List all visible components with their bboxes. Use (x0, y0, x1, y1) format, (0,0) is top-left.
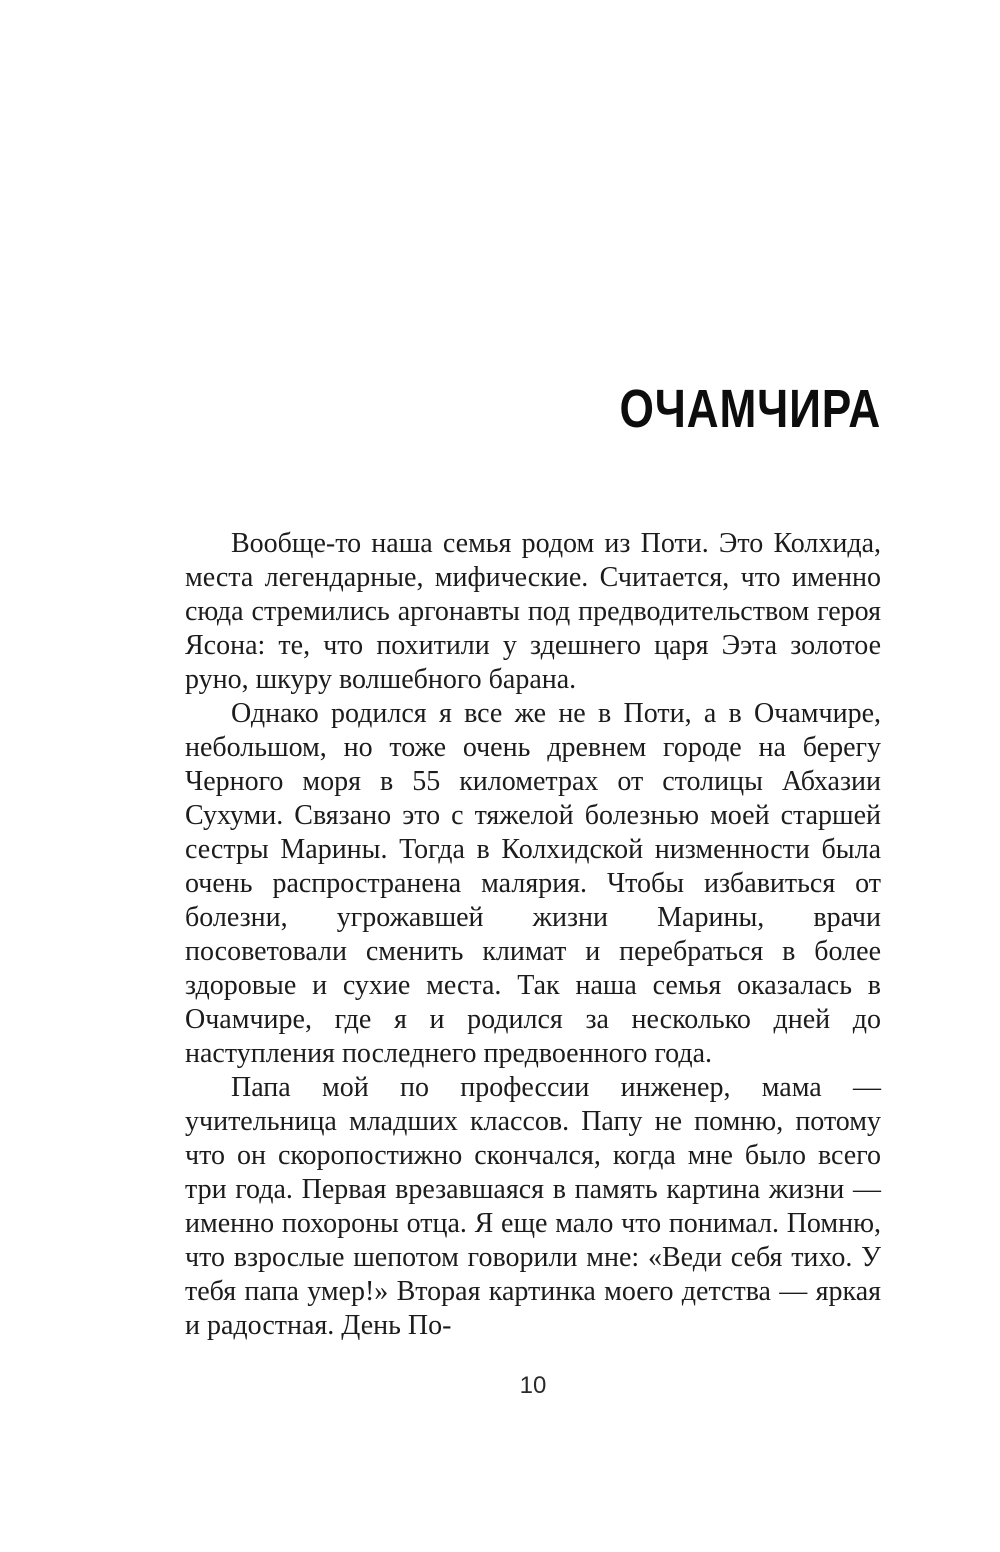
chapter-title: ОЧАМЧИРА (619, 379, 881, 439)
paragraph-3: Папа мой по профессии инженер, мама — учительница младших классов. Папу не помню, потому что он скоропостижно скончался, когда мне было всего три года. Первая врезавшаяся в память картина жизни — именно похороны отца. Я еще мало что понимал. Помню, что взрослые шепотом говорили мне: «Веди себя тихо. У тебя папа умер!» Вторая картинка моего детства — яркая и радостная. День По- (185, 1072, 881, 1341)
paragraph-1: Вообще-то наша семья родом из Поти. Это Колхида, места легендарные, мифические. Считается, что именно сюда стремились аргонавты под предводительством героя Ясона: те, что похитили у здешнего царя Ээта золотое руно, шкуру волшебного барана. (185, 528, 881, 695)
paragraph-2: Однако родился я все же не в Поти, а в Очамчире, небольшом, но тоже очень древнем городе на берегу Черного моря в 55 километрах от столицы Абхазии Сухуми. Связано это с тяжелой болезнью моей старшей сестры Марины. Тогда в Колхидской низменности была очень распространена малярия. Чтобы избавиться от болезни, угрожавшей жизни Марины, врачи посоветовали сменить климат и перебраться в более здоровые и сухие места. Так наша семья оказалась в Очамчире, где я и родился за несколько дней до наступления последнего предвоенного года. (185, 698, 881, 1069)
body-text (185, 527, 881, 1343)
page-number: 10 (519, 1372, 547, 1399)
